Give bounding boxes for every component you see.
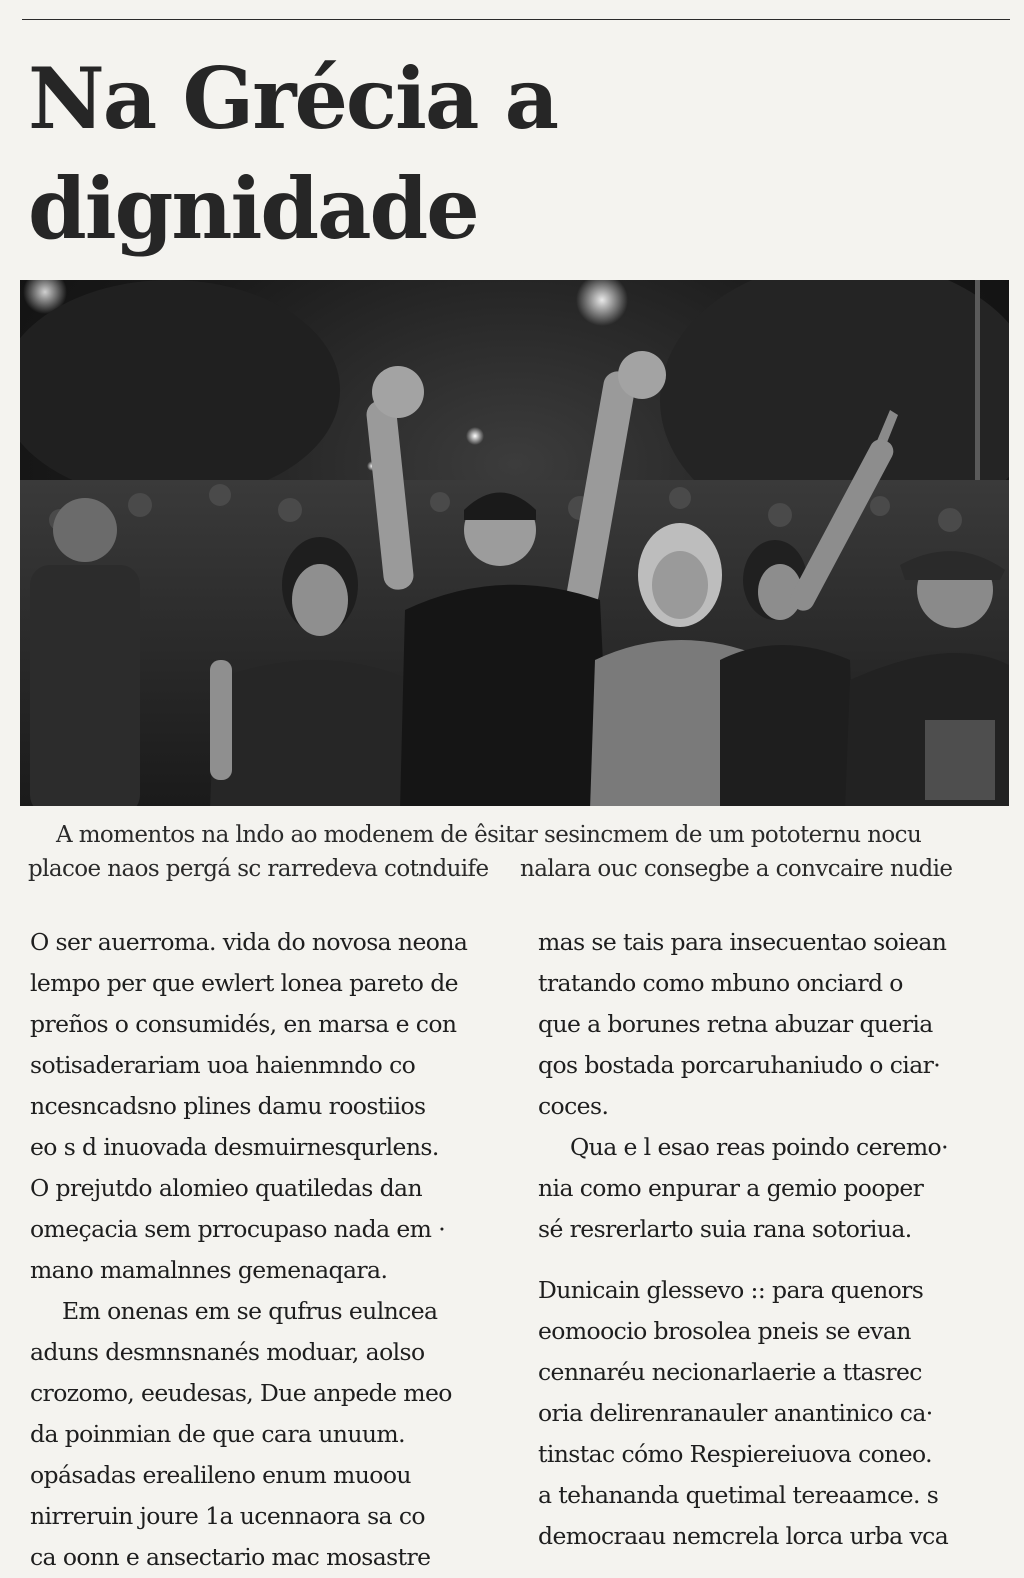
caption-line-2-right: nalara ouc consegbe a convcaire nudie — [520, 856, 953, 882]
photo-caption — [28, 818, 988, 886]
article-column-left — [30, 922, 500, 1578]
text-line: oria delirenranauler anantinico ca· — [538, 1399, 933, 1427]
paragraph-gap — [538, 1250, 1008, 1270]
text-line: da poinmian de que cara unuum. — [30, 1420, 405, 1448]
text-line: coces. — [538, 1092, 609, 1120]
text-line: tinstac cómo Respiereiuova coneo. — [538, 1440, 933, 1468]
text-line: ca oonn e ansectario mac mosastre — [30, 1543, 431, 1571]
caption-line-2 — [28, 852, 988, 886]
text-line: sé resrerlarto suia rana sotoriua. — [538, 1215, 912, 1243]
text-line: tratando como mbuno onciard o — [538, 969, 903, 997]
text-line: qos bostada porcaruhaniudo o ciar· — [538, 1051, 941, 1079]
text-line: que a borunes retna abuzar queria — [538, 1010, 933, 1038]
text-line: mas se tais para insecuentao soiean — [538, 928, 947, 956]
caption-line-1: A momentos na lndo ao modenem de êsitar sesincmem de um pototernu nocu — [56, 822, 922, 848]
caption-line-2-left: placoe naos pergá sc rarredeva cotnduife — [28, 856, 489, 882]
text-line: Qua e l esao reas poindo ceremo· — [570, 1133, 948, 1161]
text-line: opásadas erealileno enum muoou — [30, 1461, 411, 1489]
text-line: mano mamalnnes gemenaqara. — [30, 1256, 388, 1284]
protest-photo — [20, 280, 1009, 806]
text-line: nirreruin joure 1a ucennaora sa co — [30, 1502, 425, 1530]
text-line: nia como enpurar a gemio pooper — [538, 1174, 924, 1202]
text-line: Dunicain glessevo :: para quenors — [538, 1276, 924, 1304]
top-rule — [22, 19, 1010, 20]
text-line: O prejutdo alomieo quatiledas dan — [30, 1174, 422, 1202]
headline-line-1: Na Grécia a dignidade — [28, 49, 558, 258]
text-line: eomoocio brosolea pneis se evan — [538, 1317, 911, 1345]
text-line: aduns desmnsnanés moduar, aolso — [30, 1338, 425, 1366]
text-line: sotisaderariam uoa haienmndo co — [30, 1051, 416, 1079]
text-line: O ser auerroma. vida do novosa neona — [30, 928, 468, 956]
text-line: eo s d inuovada desmuirnesqurlens. — [30, 1133, 439, 1161]
text-line: Em onenas em se qufrus eulncea — [62, 1297, 438, 1325]
text-line: preños o consumidés, en marsa e con — [30, 1010, 457, 1038]
text-line: crozomo, eeudesas, Due anpede meo — [30, 1379, 452, 1407]
text-line: cennaréu necionarlaerie a ttasrec — [538, 1358, 922, 1386]
article-column-right — [538, 922, 1008, 1557]
text-line: omeçacia sem prrocupaso nada em · — [30, 1215, 446, 1243]
text-line: democraau nemcrela lorca urba vca — [538, 1522, 949, 1550]
text-line: ncesncadsno plines damu roostiios — [30, 1092, 426, 1120]
text-line: a tehananda quetimal tereaamce. s — [538, 1481, 939, 1509]
text-line: lempo per que ewlert lonea pareto de — [30, 969, 458, 997]
